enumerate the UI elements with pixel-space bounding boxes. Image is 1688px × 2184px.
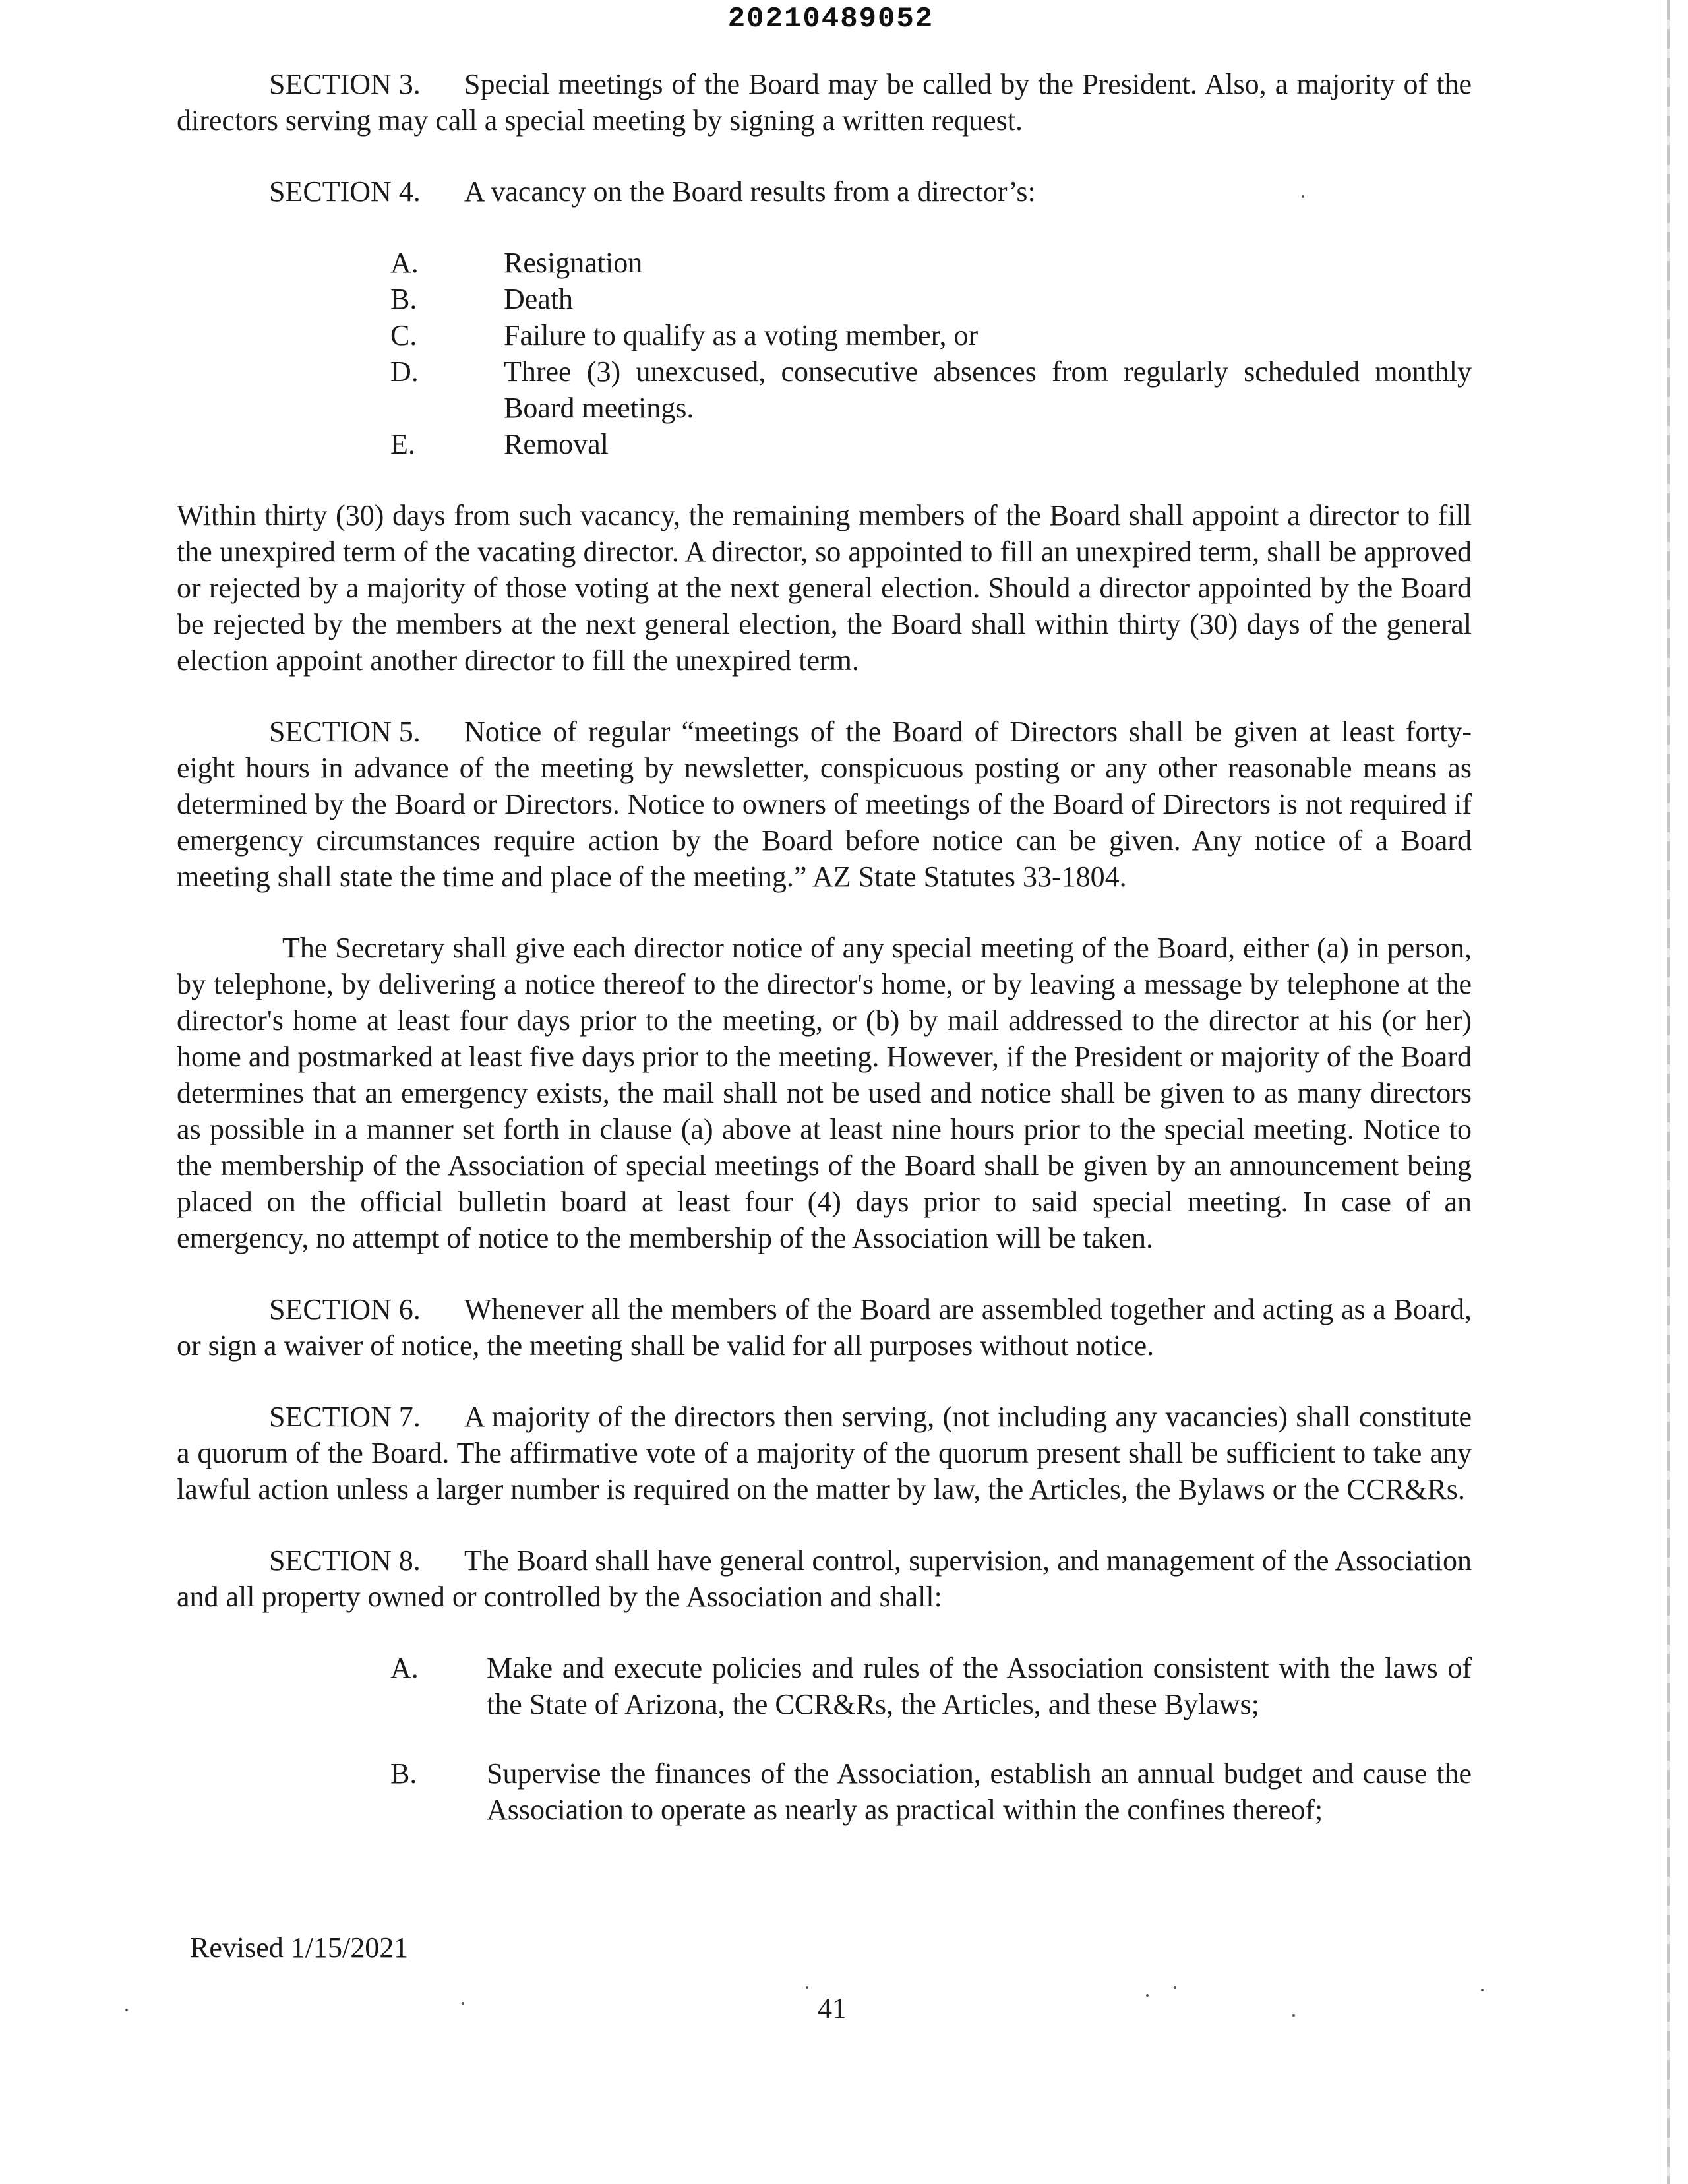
list-letter: B. — [390, 1757, 417, 1790]
section-3-first-line: Special meetings of the Board may be called by the President. Also, a majority — [464, 68, 1395, 100]
list-text: Removal — [504, 428, 609, 460]
list-text: Three (3) unexcused, consecutive absences from regularly scheduled monthly Board meetings. — [504, 355, 1472, 424]
list-letter: D. — [390, 355, 419, 388]
section-7 — [177, 1399, 1472, 1507]
scan-speck — [1302, 195, 1304, 198]
section-6 — [177, 1291, 1472, 1364]
scan-speck — [1481, 1989, 1484, 1991]
section-6-label: SECTION 6. — [269, 1293, 421, 1325]
list-letter: A. — [390, 247, 419, 279]
scan-speck — [125, 2009, 128, 2011]
section-5-text: Notice of regular “meetings of the Board of Directors shall be given at least forty-eight hours in advance of the meeting by newsletter, conspicuous posting or any other reasonable means as determined by the Board or Directors. Notice to owners of meetings of the Board of Directors is not required if emergency circumstances require action by the Board before notice can be given. Any notice of a Board meeting shall state the time and place of the meeting.” AZ State Statutes 33-1804. — [177, 715, 1472, 893]
list-item — [177, 353, 1472, 426]
scan-speck — [1292, 2014, 1295, 2017]
scan-speck — [1146, 1994, 1149, 1997]
section-4-text: A vacancy on the Board results from a director’s: — [464, 175, 1036, 208]
section-7-label: SECTION 7. — [269, 1401, 421, 1433]
section-8-label: SECTION 8. — [269, 1544, 421, 1577]
section-4 — [177, 173, 1472, 210]
section-5-label: SECTION 5. — [269, 715, 421, 748]
section-4-followup: Within thirty (30) days from such vacancy, the remaining members of the Board shall appoint a director to fill the unexpired term of the vacating director. A director, so appointed to fill an unexpired term, shall be approved or rejected by a majority of those voting at the next general election. Should a director appointed by the Board be rejected by the members at the next general election, the Board shall within thirty (30) days of the general election appoint another director to fill the unexpired term. — [177, 499, 1472, 677]
section-8-text: The Board shall have general control, supervision, and management of the Association and all property owned or controlled by the Association and shall: — [177, 1544, 1472, 1613]
list-text: Resignation — [504, 247, 643, 279]
list-text: Make and execute policies and rules of the Association consistent with the laws of the State of Arizona, the CCR&Rs, the Articles, and these Bylaws; — [487, 1652, 1472, 1720]
scan-speck — [462, 2002, 464, 2005]
scan-speck — [806, 1986, 808, 1989]
page-number: 41 — [818, 1992, 847, 2024]
section-5 — [177, 713, 1472, 895]
list-text: Death — [504, 283, 574, 315]
list-letter: A. — [390, 1652, 419, 1684]
section-6-text: Whenever all the members of the Board are assembled together and acting as a Board, or sign a waiver of notice, the meeting shall be valid for all purposes without notice. — [177, 1293, 1472, 1362]
list-letter: C. — [390, 319, 417, 351]
list-item — [177, 317, 1472, 353]
vacancy-reasons-list — [177, 245, 1472, 462]
list-item — [177, 245, 1472, 281]
list-item — [177, 281, 1472, 317]
document-number: 20210489052 — [727, 3, 934, 36]
section-3-rest: of the directors serving may call a special meeting by signing a written request. — [177, 68, 1472, 136]
scan-edge-artifact — [1667, 0, 1670, 2184]
section-5-second-paragraph — [177, 930, 1472, 1256]
list-letter: B. — [390, 283, 417, 315]
document-body — [177, 66, 1472, 1863]
revised-date: Revised 1/15/2021 — [190, 1931, 409, 1964]
list-text: Supervise the finances of the Association, establish an annual budget and cause the Association to operate as nearly as practical within the confines thereof; — [487, 1757, 1472, 1826]
list-item — [177, 1650, 1472, 1722]
section-8 — [177, 1542, 1472, 1615]
section-5-second-text: The Secretary shall give each director notice of any special meeting of the Board, either (a) in person, by telephone, by delivering a notice thereof to the director's home, or by leaving a message by telephone at the director's home at least four days prior to the meeting, or (b) by mail addressed to the director at his (or her) home and postmarked at least five days prior to the meeting. However, if the President or majority of the Board determines that an emergency exists, the mail shall not be used and notice shall be given to as many directors as possible in a manner set forth in clause (a) above at least nine hours prior to the special meeting. Notice to the membership of the Association of special meetings of the Board shall be given by an announcement being placed on the official bulletin board at least four (4) days prior to said special meeting. In case of an emergency, no attempt of notice to the membership of the Association will be taken. — [177, 932, 1472, 1254]
list-item — [177, 1755, 1472, 1828]
section-3-label: SECTION 3. — [269, 68, 421, 100]
section-3 — [177, 66, 1472, 138]
section-7-text: A majority of the directors then serving, (not including any vacancies) shall constitute a quorum of the Board. The affirmative vote of a majority of the quorum present shall be sufficient to take any lawful action unless a larger number is required on the matter by law, the Articles, the Bylaws or the CCR&Rs. — [177, 1401, 1472, 1505]
board-duties-list — [177, 1650, 1472, 1828]
list-letter: E. — [390, 428, 415, 460]
list-text: Failure to qualify as a voting member, or — [504, 319, 979, 351]
section-4-label: SECTION 4. — [269, 175, 421, 208]
list-item — [177, 426, 1472, 462]
scan-speck — [1174, 1986, 1176, 1989]
